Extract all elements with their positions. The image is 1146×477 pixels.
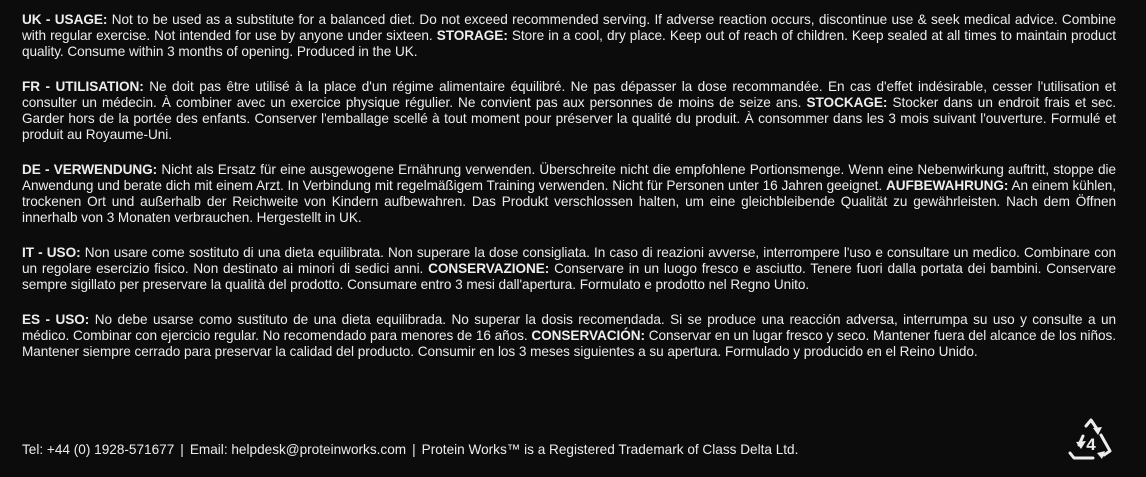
section-text: Not to be used as a substitute for a balanced diet. Do not exceed recommended serving. If adverse reaction occurs, discontinue use & seek medical advice. Combine with regular exercise. Not intended for use by anyone under sixteen. <box>22 12 1116 43</box>
recycle-triangle-icon <box>1066 418 1116 464</box>
section-heading: STORAGE: <box>436 28 508 43</box>
section-text: An einem kühlen, trockenen Ort und außerhalb der Reichweite von Kindern aufbewahren. Das Produkt verschlossen halten, um eine gleichbleibende Qualität zu gewährleisten. Nach dem Öffnen innerhalb von 3 Monaten verbrauchen. Hergestellt in UK. <box>22 178 1116 225</box>
section-text: Conservare in un luogo fresco e asciutto. Tenere fuori dalla portata dei bambini. Conservare sempre sigillato per preservare la qualità del prodotto. Consumare entro 3 mesi dall'apertura. Formulato e prodotto nel Regno Unito. <box>22 261 1116 292</box>
footer-contact <box>22 442 798 458</box>
section-de <box>22 162 1116 226</box>
section-it <box>22 245 1116 293</box>
footer-separator: | <box>412 442 416 457</box>
section-text: Ne doit pas être utilisé à la place d'un régime alimentaire équilibré. Ne pas dépasser la dose recommandée. En cas d'effet indésirable, cesser l'utilisation et consulter un médecin. À combiner avec un exercice physique régulier. Ne convient pas aux personnes de moins de seize ans. <box>22 79 1117 110</box>
phone-number: Tel: +44 (0) 1928-571677 <box>22 442 175 457</box>
section-heading: CONSERVAZIONE: <box>428 261 550 276</box>
section-heading: FR - UTILISATION: <box>22 79 144 94</box>
section-heading: UK - USAGE: <box>22 12 108 27</box>
section-heading: STOCKAGE: <box>806 95 888 110</box>
trademark-notice: Protein Works™ is a Registered Trademark of Class Delta Ltd. <box>421 442 799 457</box>
recycle-number: 4 <box>1086 435 1096 454</box>
section-uk <box>22 12 1116 60</box>
section-heading: ES - USO: <box>22 312 90 327</box>
section-text: Stocker dans un endroit frais et sec. Garder hors de la portée des enfants. Conserver l'emballage scellé à tout moment pour préserver la qualité du produit. À consommer dans les 3 mois suivant l'ouverture. Formulé et produit au Royaume-Uni. <box>22 95 1116 142</box>
section-text: No debe usarse como sustituto de una dieta equilibrada. No superar la dosis recomendada. Si se produce una reacción adversa, interrumpa su uso y consulte a un médico. Combinar con ejercicio regular. No recomendado para menores de 16 años. <box>22 312 1117 343</box>
section-es <box>22 312 1116 360</box>
footer-separator: | <box>180 442 184 457</box>
section-fr <box>22 79 1116 143</box>
section-heading: CONSERVACIÓN: <box>531 328 646 343</box>
section-text: Non usare come sostituto di una dieta equilibrata. Non superare la dose consigliata. In caso di reazioni avverse, interrompere l'uso e consultare un medico. Combinare con un regolare esercizio fisico. Non destinato ai minori di sedici anni. <box>22 245 1116 276</box>
section-text: Conservar en un lugar fresco y seco. Mantener fuera del alcance de los niños. Mantener siempre cerrado para preservar la calidad del producto. Consumir en los 3 meses siguientes a su apertura. Formulado y producido en el Reino Unido. <box>22 328 1116 359</box>
section-heading: AUFBEWAHRUNG: <box>885 178 1009 193</box>
email-address: Email: helpdesk@proteinworks.com <box>189 442 407 457</box>
section-heading: DE - VERWENDUNG: <box>22 162 158 177</box>
section-text: Nicht als Ersatz für eine ausgewogene Ernährung verwenden. Überschreite nicht die empfohlene Portionsmenge. Wenn eine Nebenwirkung auftritt, stoppe die Anwendung und berate dich mit einem Arzt. In Verbindung mit regelmäßigem Training verwenden. Nicht für Personen unter 16 Jahren geeignet. <box>22 162 1116 193</box>
section-heading: IT - USO: <box>22 245 81 260</box>
section-text: Store in a cool, dry place. Keep out of reach of children. Keep sealed at all times to maintain product quality. Consume within 3 months of opening. Produced in the UK. <box>22 28 1116 59</box>
